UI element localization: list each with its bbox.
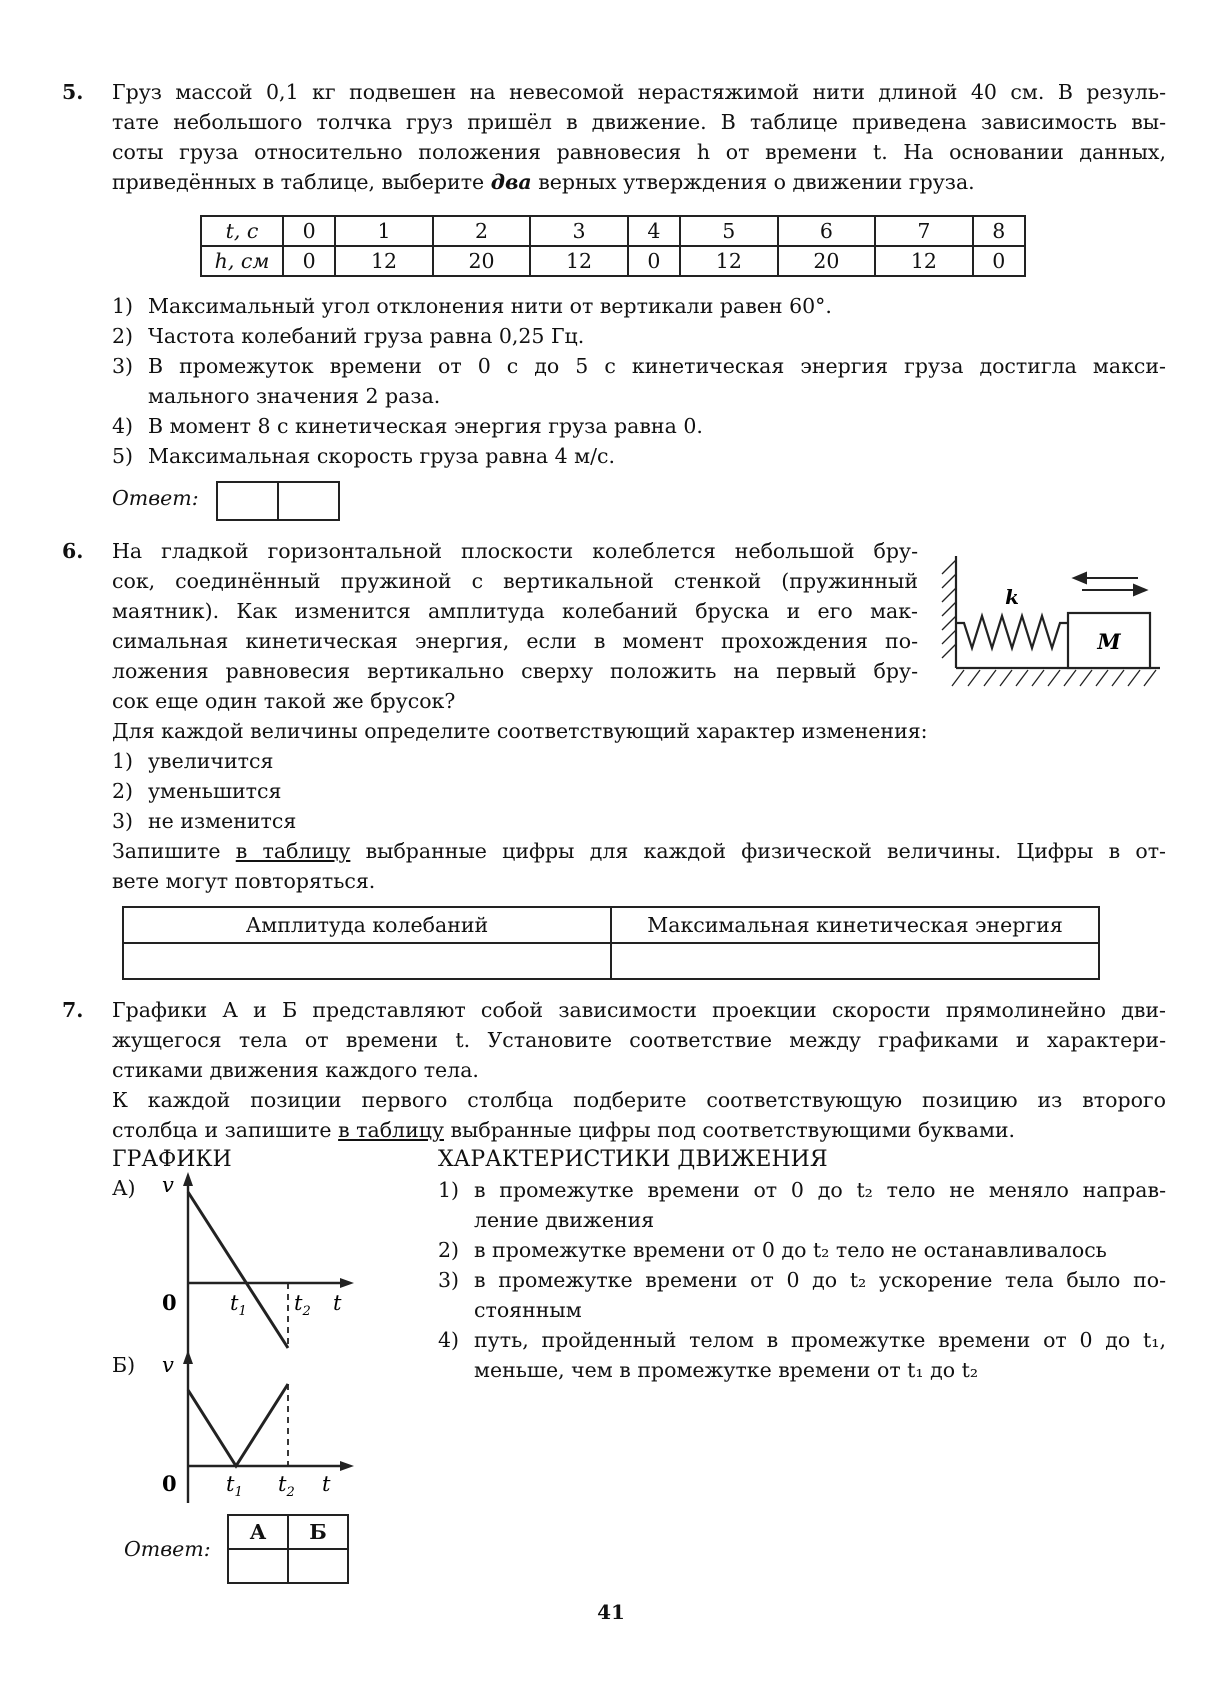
q6-line-5: ложения равновесия вертикально сверху положить на первый бру- [112,659,918,683]
q7-answer-b-cell[interactable] [288,1549,348,1583]
graph-a-t-label: t [333,1291,342,1315]
characteristics-column-head: ХАРАКТЕРИСТИКИ ДВИЖЕНИЯ [438,1147,828,1172]
q5-line-3: соты груза относительно положения равновесия h от времени t. На основании данных, [112,140,1166,164]
graph-b-zero-label: 0 [162,1471,177,1496]
characteristic-item: 2) в промежутке времени от 0 до t₂ тело не останавливалось [438,1238,1107,1262]
q5-data-table [200,215,1026,277]
q6-number: 6. [62,539,84,563]
spring-pendulum-figure [930,548,1166,693]
q5-h-cell: 12 [680,246,778,276]
q5-t-header: t, с [201,216,283,246]
oscillation-arrows-icon [1074,573,1146,595]
q5-line-2: тате небольшого толчка груз пришёл в движение. В таблице приведена зависимость вы- [112,110,1166,134]
q7-line-2: жущегося тела от времени t. Установите соответствие между графиками и характери- [112,1028,1166,1052]
graph-a-v-arrow-icon [183,1172,193,1186]
graph-b-v-arrow-icon [183,1350,193,1364]
q5-option: 1) Максимальный угол отклонения нити от вертикали равен 60°. [112,294,832,318]
characteristics-list [438,1175,1166,1385]
q5-h-header: h, см [201,246,283,276]
q5-option: 4) В момент 8 с кинетическая энергия груза равна 0. [112,414,703,438]
q7-number: 7. [62,998,84,1022]
q7-answer-head-row [228,1515,348,1549]
q7-line-1: Графики А и Б представляют собой зависимости проекции скорости прямолинейно дви- [112,998,1166,1022]
graph-b-v-label: v [162,1353,174,1377]
q6-line-3: маятник). Как изменится амплитуда колебаний бруска и его мак- [112,599,918,623]
q5-t-cell: 3 [530,216,628,246]
q7-col-a: А [228,1515,288,1549]
q7-answer-row [228,1549,348,1583]
q5-t-row [201,216,1025,246]
q5-t-cell: 1 [335,216,433,246]
q6-answer-head-row [123,907,1099,943]
q5-h-cell: 20 [778,246,876,276]
graph-b-t-arrow-icon [340,1461,354,1471]
q7-answer-a-cell[interactable] [228,1549,288,1583]
q5-answer-box[interactable] [216,481,340,521]
characteristic-item: 4) путь, пройденный телом в промежутке времени от 0 до t₁, меньше, чем в промежутке времени от t₁ до t₂ [438,1328,1166,1382]
spring-icon [956,616,1068,648]
q7-text [112,995,1166,1145]
q5-text [112,77,1166,197]
q6-line-4: симальная кинетическая энергия, если в момент прохождения по- [112,629,918,653]
characteristic-item: 1) в промежутке времени от 0 до t₂ тело не меняло направ- ление движения [438,1178,1166,1232]
q7-line-4: К каждой позиции первого столбца подберите соответствующую позицию из второго [112,1088,1166,1112]
q5-line-4: приведённых в таблице, выберите два верных утверждения о движении груза. [112,170,975,194]
q7-line-5: столбца и запишите в таблицу выбранные цифры под соответствующими буквами. [112,1118,1016,1142]
q5-t-cell: 7 [875,216,973,246]
q6-note-line-1: Запишите в таблицу выбранные цифры для каждой физической величины. Цифры в от- [112,839,1166,863]
q5-option: мального значения 2 раза. [148,384,441,408]
q5-line-1: Груз массой 0,1 кг подвешен на невесомой нерастяжимой нити длиной 40 см. В резуль- [112,80,1166,104]
q5-h-row [201,246,1025,276]
graph-b-t2-label: $t_2$ [278,1472,295,1500]
q6-choice: 1) увеличится [112,749,274,773]
q6-line-2: сок, соединённый пружиной с вертикальной стенкой (пружинный [112,569,918,593]
q5-h-cell: 12 [875,246,973,276]
q6-choice: 2) уменьшится [112,779,282,803]
q5-t-cell: 6 [778,216,876,246]
q7-col-b: Б [288,1515,348,1549]
q5-option: 3) В промежуток времени от 0 с до 5 с кинетическая энергия груза достигла макси- [112,354,1166,378]
q6-line-6: сок еще один такой же брусок? [112,689,456,713]
q6-instruction: Для каждой величины определите соответствующий характер изменения: [112,719,928,743]
q5-t-cell: 8 [973,216,1025,246]
q6-col-kinetic-energy: Максимальная кинетическая энергия [611,907,1099,943]
q7-line-3: стиками движения каждого тела. [112,1058,479,1082]
graph-a-t1-label: $t_1$ [230,1291,247,1319]
q7-answer-label: Ответ: [124,1537,211,1561]
q6-note-line-2: вете могут повторяться. [112,869,376,893]
q5-answer-label: Ответ: [112,486,199,510]
q6-answer-amplitude-cell[interactable] [123,943,611,979]
graph-b [150,1348,360,1503]
q6-note [112,836,1166,896]
q6-answer-row [123,943,1099,979]
graph-b-line [188,1384,288,1466]
q6-answer-energy-cell[interactable] [611,943,1099,979]
q5-option: 2) Частота колебаний груза равна 0,25 Гц. [112,324,585,348]
q6-choice: 3) не изменится [112,809,297,833]
q5-h-cell: 0 [973,246,1025,276]
q6-text [112,536,918,716]
graphs-column-head: ГРАФИКИ [112,1147,232,1172]
q6-col-amplitude: Амплитуда колебаний [123,907,611,943]
q5-h-cell: 20 [433,246,531,276]
graph-a-zero-label: 0 [162,1290,177,1315]
q5-h-cell: 0 [283,246,335,276]
q5-t-cell: 2 [433,216,531,246]
q5-answer-divider [277,483,279,519]
page-number: 41 [597,1600,625,1624]
q5-t-cell: 0 [283,216,335,246]
graph-a-t-arrow-icon [340,1278,354,1288]
q5-t-cell: 5 [680,216,778,246]
q7-answer-table [227,1514,349,1584]
graph-a-v-label: v [162,1173,174,1197]
graph-a-label: А) [112,1176,136,1200]
floor-hatching [952,670,1156,686]
q5-h-cell: 0 [628,246,680,276]
graph-a-line [188,1192,288,1348]
graph-a [150,1170,360,1360]
wall-hatching [942,560,956,658]
q5-number: 5. [62,80,84,104]
graph-b-t-label: t [322,1472,331,1496]
q5-t-cell: 4 [628,216,680,246]
spring-constant-label: k [1005,585,1019,609]
q5-h-cell: 12 [530,246,628,276]
q6-line-1: На гладкой горизонтальной плоскости колеблется небольшой бру- [112,539,918,563]
q6-answer-table [122,906,1100,980]
block-mass-label: M [1097,629,1121,654]
graph-b-label: Б) [112,1353,136,1377]
graph-b-t1-label: $t_1$ [226,1472,243,1500]
graph-a-t2-label: $t_2$ [294,1291,311,1319]
characteristic-item: 3) в промежутке времени от 0 до t₂ ускорение тела было по- стоянным [438,1268,1166,1322]
q5-option: 5) Максимальная скорость груза равна 4 м/с. [112,444,615,468]
q5-h-cell: 12 [335,246,433,276]
